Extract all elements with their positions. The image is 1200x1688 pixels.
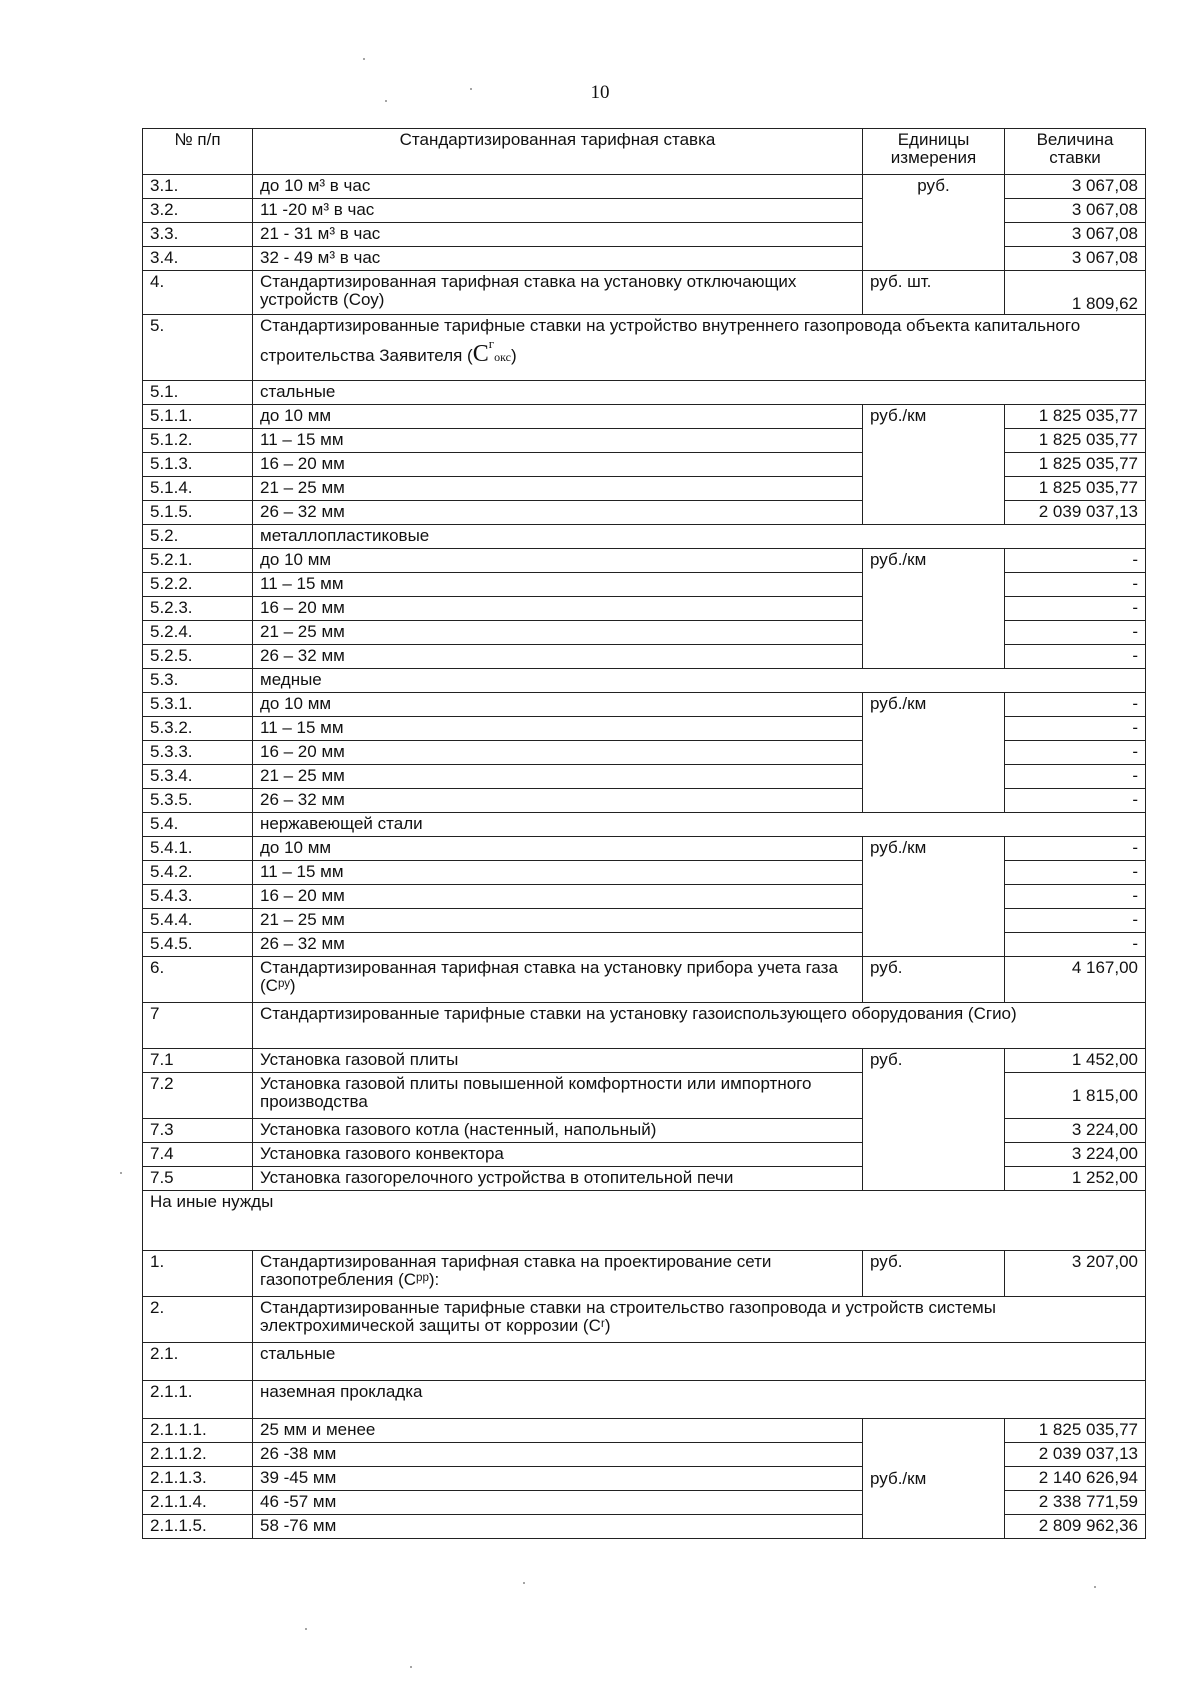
header-unit: Единицы измерения bbox=[863, 129, 1005, 175]
row-value: 2 039 037,13 bbox=[1005, 1443, 1146, 1467]
row-name: 26 – 32 мм bbox=[253, 933, 863, 957]
row-num: 7.4 bbox=[143, 1143, 253, 1167]
row-name: 21 - 31 м³ в час bbox=[253, 223, 863, 247]
table-row bbox=[143, 1381, 1146, 1419]
row-value: 2 809 962,36 bbox=[1005, 1515, 1146, 1539]
row-name: медные bbox=[253, 669, 1146, 693]
row-value: - bbox=[1005, 597, 1146, 621]
row-value: - bbox=[1005, 909, 1146, 933]
row-name: стальные bbox=[253, 1343, 1146, 1381]
row-unit: руб./км bbox=[863, 837, 1005, 957]
row-name: 21 – 25 мм bbox=[253, 765, 863, 789]
table-row bbox=[143, 1251, 1146, 1297]
row-value: - bbox=[1005, 549, 1146, 573]
row-num: 5.1.2. bbox=[143, 429, 253, 453]
row-value: 1 825 035,77 bbox=[1005, 453, 1146, 477]
scan-speck bbox=[1094, 1586, 1096, 1588]
row-unit: руб./км bbox=[863, 1419, 1005, 1539]
row-num: 5.4.1. bbox=[143, 837, 253, 861]
row-value: - bbox=[1005, 693, 1146, 717]
row-num: 2.1.1.4. bbox=[143, 1491, 253, 1515]
row-num: 5.4.5. bbox=[143, 933, 253, 957]
row-name: 11 – 15 мм bbox=[253, 573, 863, 597]
row-name: Установка газового конвектора bbox=[253, 1143, 863, 1167]
row-name: 58 -76 мм bbox=[253, 1515, 863, 1539]
row-name-text: Стандартизированные тарифные ставки на устройство внутреннего газопровода объекта капитального строительства Заявителя ( bbox=[260, 316, 1081, 365]
row-name: до 10 мм bbox=[253, 693, 863, 717]
row-num: 2.1. bbox=[143, 1343, 253, 1381]
row-num: 5.1.4. bbox=[143, 477, 253, 501]
row-num: 5.3.1. bbox=[143, 693, 253, 717]
table-row bbox=[143, 175, 1146, 199]
table-row bbox=[143, 813, 1146, 837]
scan-speck bbox=[363, 58, 365, 60]
row-name: 11 – 15 мм bbox=[253, 861, 863, 885]
header-num: № п/п bbox=[143, 129, 253, 175]
section-row bbox=[143, 1191, 1146, 1251]
row-num: 5.4.3. bbox=[143, 885, 253, 909]
row-num: 5. bbox=[143, 315, 253, 381]
tariff-table bbox=[142, 128, 1146, 1539]
row-value: 1 252,00 bbox=[1005, 1167, 1146, 1191]
row-name: до 10 мм bbox=[253, 405, 863, 429]
table-row bbox=[143, 1419, 1146, 1443]
row-num: 5.1.1. bbox=[143, 405, 253, 429]
table-row bbox=[143, 549, 1146, 573]
row-name: до 10 м³ в час bbox=[253, 175, 863, 199]
row-num: 5.1. bbox=[143, 381, 253, 405]
row-unit: руб. bbox=[863, 175, 1005, 271]
row-num: 4. bbox=[143, 271, 253, 315]
row-num: 5.2.5. bbox=[143, 645, 253, 669]
row-num: 5.3. bbox=[143, 669, 253, 693]
row-num: 3.1. bbox=[143, 175, 253, 199]
row-value: - bbox=[1005, 573, 1146, 597]
row-num: 6. bbox=[143, 957, 253, 1003]
row-name: 26 – 32 мм bbox=[253, 645, 863, 669]
row-name: 16 – 20 мм bbox=[253, 885, 863, 909]
row-num: 2.1.1.2. bbox=[143, 1443, 253, 1467]
row-name: до 10 мм bbox=[253, 837, 863, 861]
row-value: 3 067,08 bbox=[1005, 175, 1146, 199]
table-header-row bbox=[143, 129, 1146, 175]
row-name: 32 - 49 м³ в час bbox=[253, 247, 863, 271]
row-num: 7 bbox=[143, 1003, 253, 1049]
row-value: 1 809,62 bbox=[1005, 271, 1146, 315]
row-name: стальные bbox=[253, 381, 1146, 405]
scan-speck bbox=[120, 1172, 122, 1174]
table-row bbox=[143, 669, 1146, 693]
table-row bbox=[143, 693, 1146, 717]
row-name: 26 – 32 мм bbox=[253, 501, 863, 525]
row-unit: руб. bbox=[863, 957, 1005, 1003]
row-num: 5.1.5. bbox=[143, 501, 253, 525]
scan-speck bbox=[305, 1628, 307, 1630]
row-value: 1 825 035,77 bbox=[1005, 405, 1146, 429]
row-value: 3 067,08 bbox=[1005, 199, 1146, 223]
row-name: Стандартизированная тарифная ставка на проектирование сети газопотребления (Сᵖᵖ): bbox=[253, 1251, 863, 1297]
row-name: нержавеющей стали bbox=[253, 813, 1146, 837]
row-num: 7.2 bbox=[143, 1073, 253, 1119]
row-num: 5.3.4. bbox=[143, 765, 253, 789]
row-name: Стандартизированные тарифные ставки на строительство газопровода и устройств системы электрохимической защиты от коррозии (Сʳ) bbox=[253, 1297, 1146, 1343]
row-num: 2.1.1.3. bbox=[143, 1467, 253, 1491]
row-value: 2 039 037,13 bbox=[1005, 501, 1146, 525]
row-value: - bbox=[1005, 645, 1146, 669]
row-num: 5.4. bbox=[143, 813, 253, 837]
row-value: 1 815,00 bbox=[1005, 1073, 1146, 1119]
row-unit: руб./км bbox=[863, 549, 1005, 669]
row-num: 3.2. bbox=[143, 199, 253, 223]
scan-speck bbox=[470, 88, 472, 90]
row-value: - bbox=[1005, 789, 1146, 813]
row-num: 5.3.5. bbox=[143, 789, 253, 813]
scan-speck bbox=[523, 1582, 525, 1584]
row-num: 5.3.3. bbox=[143, 741, 253, 765]
row-name: Установка газовой плиты bbox=[253, 1049, 863, 1073]
scan-speck bbox=[410, 1666, 412, 1668]
row-num: 5.2.4. bbox=[143, 621, 253, 645]
row-value: - bbox=[1005, 765, 1146, 789]
table-row bbox=[143, 315, 1146, 381]
table-row bbox=[143, 837, 1146, 861]
row-value: 2 338 771,59 bbox=[1005, 1491, 1146, 1515]
row-name: наземная прокладка bbox=[253, 1381, 1146, 1419]
row-value: 1 825 035,77 bbox=[1005, 477, 1146, 501]
row-value: - bbox=[1005, 717, 1146, 741]
row-name: 21 – 25 мм bbox=[253, 477, 863, 501]
row-num: 3.3. bbox=[143, 223, 253, 247]
table-row bbox=[143, 1343, 1146, 1381]
row-num: 5.2.2. bbox=[143, 573, 253, 597]
table-row bbox=[143, 381, 1146, 405]
table-row bbox=[143, 1049, 1146, 1073]
row-value: 4 167,00 bbox=[1005, 957, 1146, 1003]
row-name: Установка газогорелочного устройства в отопительной печи bbox=[253, 1167, 863, 1191]
row-value: 1 825 035,77 bbox=[1005, 1419, 1146, 1443]
table-row bbox=[143, 405, 1146, 429]
row-value: 1 825 035,77 bbox=[1005, 429, 1146, 453]
row-num: 2.1.1. bbox=[143, 1381, 253, 1419]
row-num: 1. bbox=[143, 1251, 253, 1297]
row-name: 26 -38 мм bbox=[253, 1443, 863, 1467]
row-name: металлопластиковые bbox=[253, 525, 1146, 549]
row-name: Стандартизированная тарифная ставка на установку отключающих устройств (Соу) bbox=[253, 271, 863, 315]
row-value: 3 207,00 bbox=[1005, 1251, 1146, 1297]
row-name: 21 – 25 мм bbox=[253, 621, 863, 645]
row-name: Стандартизированные тарифные ставки на установку газоиспользующего оборудования (Сгио) bbox=[253, 1003, 1146, 1049]
row-value: 3 067,08 bbox=[1005, 247, 1146, 271]
row-name: 16 – 20 мм bbox=[253, 741, 863, 765]
table-row bbox=[143, 1297, 1146, 1343]
table-row bbox=[143, 957, 1146, 1003]
row-num: 7.5 bbox=[143, 1167, 253, 1191]
row-value: 2 140 626,94 bbox=[1005, 1467, 1146, 1491]
table-row bbox=[143, 271, 1146, 315]
row-num: 5.3.2. bbox=[143, 717, 253, 741]
row-num: 2.1.1.1. bbox=[143, 1419, 253, 1443]
row-value: - bbox=[1005, 885, 1146, 909]
row-num: 5.2.1. bbox=[143, 549, 253, 573]
row-value: - bbox=[1005, 861, 1146, 885]
row-unit: руб./км bbox=[863, 405, 1005, 525]
header-value: Величина ставки bbox=[1005, 129, 1146, 175]
row-unit: руб./км bbox=[863, 693, 1005, 813]
row-name: 16 – 20 мм bbox=[253, 453, 863, 477]
row-name: Установка газового котла (настенный, напольный) bbox=[253, 1119, 863, 1143]
row-name: 11 – 15 мм bbox=[253, 717, 863, 741]
row-value: 3 224,00 bbox=[1005, 1143, 1146, 1167]
row-unit: руб. bbox=[863, 1049, 1005, 1191]
row-num: 3.4. bbox=[143, 247, 253, 271]
row-name: 11 -20 м³ в час bbox=[253, 199, 863, 223]
row-num: 5.2.3. bbox=[143, 597, 253, 621]
row-name: 39 -45 мм bbox=[253, 1467, 863, 1491]
row-num: 7.3 bbox=[143, 1119, 253, 1143]
row-unit: руб. bbox=[863, 1251, 1005, 1297]
row-num: 2. bbox=[143, 1297, 253, 1343]
section-other-needs: На иные нужды bbox=[143, 1191, 1146, 1251]
row-value: - bbox=[1005, 621, 1146, 645]
row-value: 3 067,08 bbox=[1005, 223, 1146, 247]
row-num: 5.1.3. bbox=[143, 453, 253, 477]
row-name: до 10 мм bbox=[253, 549, 863, 573]
scan-speck bbox=[385, 100, 387, 102]
row-num: 7.1 bbox=[143, 1049, 253, 1073]
row-name: 25 мм и менее bbox=[253, 1419, 863, 1443]
row-name: Стандартизированная тарифная ставка на установку прибора учета газа (Сᵖʸ) bbox=[253, 957, 863, 1003]
row-value: - bbox=[1005, 837, 1146, 861]
row-value: - bbox=[1005, 741, 1146, 765]
row-num: 2.1.1.5. bbox=[143, 1515, 253, 1539]
c-oks-symbol: $C^гокс$ bbox=[472, 336, 511, 367]
row-name: Стандартизированные тарифные ставки на устройство внутреннего газопровода объекта капитального строительства Заявителя $(C^гокс)$ bbox=[253, 315, 1146, 381]
row-unit: руб. шт. bbox=[863, 271, 1005, 315]
row-num: 5.2. bbox=[143, 525, 253, 549]
page-number: 10 bbox=[590, 82, 610, 103]
row-value: - bbox=[1005, 933, 1146, 957]
header-name: Стандартизированная тарифная ставка bbox=[253, 129, 863, 175]
row-num: 5.4.2. bbox=[143, 861, 253, 885]
row-value: 3 224,00 bbox=[1005, 1119, 1146, 1143]
table-row bbox=[143, 525, 1146, 549]
row-name: 21 – 25 мм bbox=[253, 909, 863, 933]
table-row bbox=[143, 1003, 1146, 1049]
row-name: Установка газовой плиты повышенной комфортности или импортного производства bbox=[253, 1073, 863, 1119]
row-value: 1 452,00 bbox=[1005, 1049, 1146, 1073]
row-name: 26 – 32 мм bbox=[253, 789, 863, 813]
row-name: 11 – 15 мм bbox=[253, 429, 863, 453]
row-name: 46 -57 мм bbox=[253, 1491, 863, 1515]
row-num: 5.4.4. bbox=[143, 909, 253, 933]
row-name: 16 – 20 мм bbox=[253, 597, 863, 621]
